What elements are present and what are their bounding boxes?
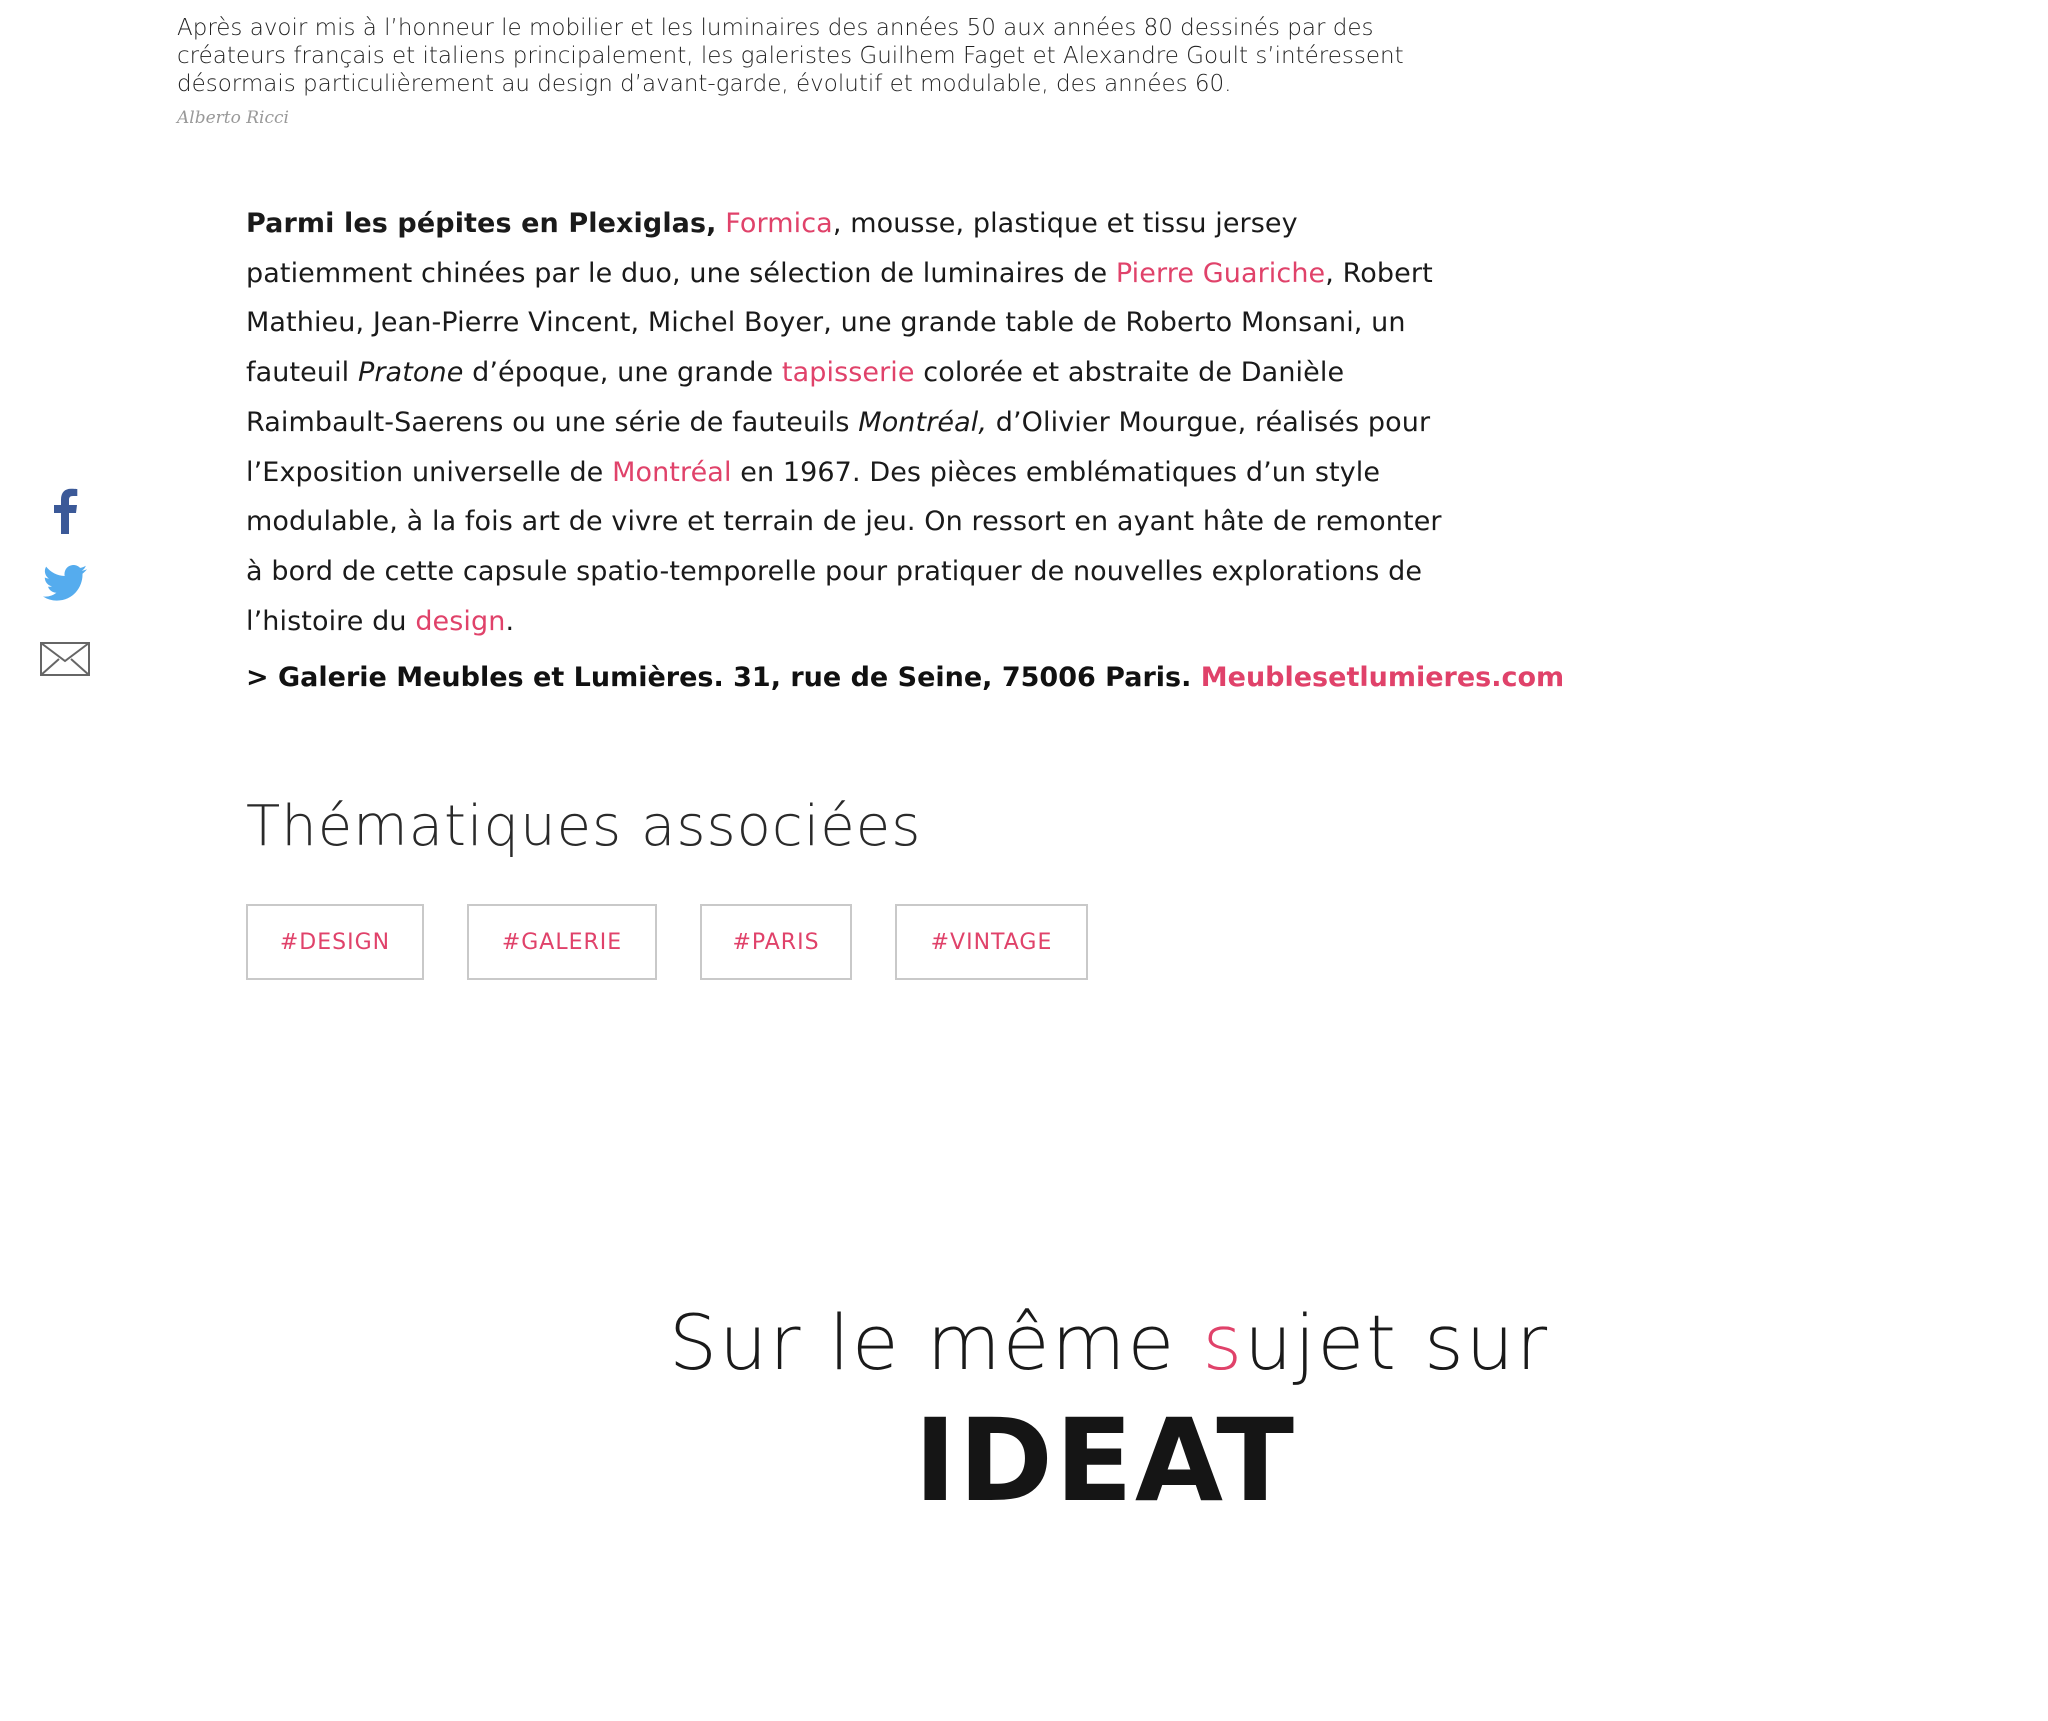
text-fragment: d’Olivier Mourgue, réalisés pour l’Exposition universelle de: [246, 406, 1431, 488]
tag-list: [246, 904, 1088, 980]
em-pratone: Pratone: [357, 357, 464, 389]
text-fragment: en 1967. Des pièces emblématiques d’un style modulable, à la fois art de vivre et terrain de jeu. On ressort en ayant hâte de remonter à bord de cette capsule spatio-temporelle pour pratiquer de nouvelles explorations de l’histoire du: [246, 456, 1442, 637]
address-text: > Galerie Meubles et Lumières. 31, rue de Seine, 75006 Paris.: [246, 662, 1192, 693]
themes-heading: Thématiques associées: [246, 794, 922, 859]
related-heading-part: ujet sur: [1244, 1298, 1550, 1387]
related-heading: [0, 1298, 2048, 1387]
image-caption: Après avoir mis à l’honneur le mobilier et les luminaires des années 50 aux années 80 dessinés par des créateurs français et italiens principalement, les galeristes Guilhem Faget et Alexandre Goult s’intéressent désormais particulièrement au design d’avant-garde, évolutif et modulable, des années 60.: [177, 15, 1404, 97]
twitter-share-button[interactable]: [38, 556, 92, 610]
article-paragraph: [246, 199, 1446, 646]
text-fragment: , Robert Mathieu, Jean-Pierre Vincent, Michel Boyer, une grande table de Roberto Monsani, un fauteuil: [246, 257, 1433, 389]
twitter-icon: [43, 565, 87, 601]
related-heading-accent: s: [1202, 1298, 1245, 1387]
text-fragment: d’époque, une grande: [463, 357, 782, 389]
brand-logo: IDEAT: [913, 1394, 1297, 1527]
facebook-icon: [52, 488, 78, 534]
website-link[interactable]: Meublesetlumieres.com: [1200, 662, 1565, 693]
photo-credit: Alberto Ricci: [177, 108, 289, 128]
facebook-share-button[interactable]: [38, 484, 92, 538]
link-pierre-guariche[interactable]: Pierre Guariche: [1115, 257, 1326, 289]
link-tapisserie[interactable]: tapisserie: [781, 357, 915, 389]
text-fragment: , mousse, plastique et tissu jersey patiemment chinées par le duo, une sélection de luminaires de: [246, 208, 1298, 289]
related-heading-part: Sur le même: [668, 1298, 1203, 1387]
email-share-button[interactable]: [38, 632, 92, 686]
text-fragment: .: [505, 605, 515, 637]
lead-bold: Parmi les pépites en Plexiglas,: [246, 208, 717, 239]
em-montreal: Montréal,: [858, 406, 988, 438]
gallery-address: [246, 662, 1565, 693]
tag-paris[interactable]: #PARIS: [700, 904, 852, 980]
link-montreal[interactable]: Montréal: [612, 456, 732, 488]
tag-design[interactable]: #DESIGN: [246, 904, 424, 980]
tag-vintage[interactable]: #VINTAGE: [895, 904, 1088, 980]
tag-galerie[interactable]: #GALERIE: [467, 904, 657, 980]
link-formica[interactable]: Formica: [725, 208, 833, 239]
link-design[interactable]: design: [415, 605, 506, 637]
text-fragment: colorée et abstraite de Danièle Raimbault-Saerens ou une série de fauteuils: [246, 357, 1345, 438]
email-icon: [40, 642, 90, 676]
